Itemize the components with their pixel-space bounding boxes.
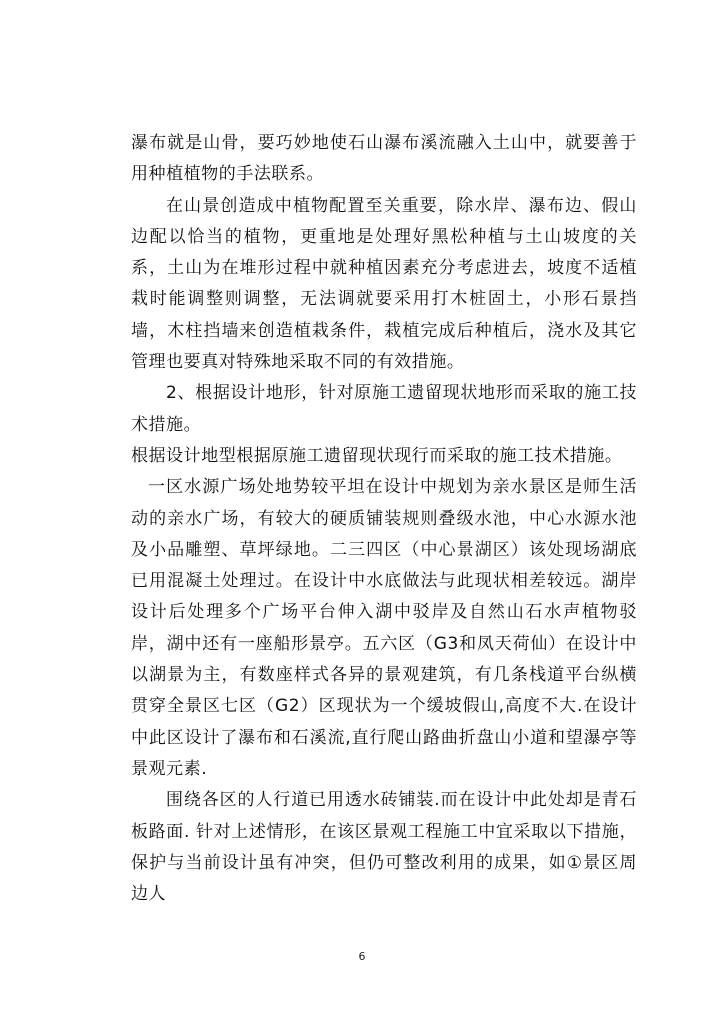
- paragraph-plant-configuration: 在山景创造成中植物配置至关重要，除水岸、瀑布边、假山边配以恰当的植物，更重地是处理好黑松种植与土山坡度的关系，土山为在堆形过程中就种植因素充分考虑进去，坡度不适植栽时能调整则调整，无法调就要采用打木桩固土，小形石景挡墙，木柱挡墙来创造植栽条件，栽植完成后种植后，浇水及其它管理也要真对特殊地采取不同的有效措施。: [131, 195, 637, 373]
- paragraph-construction-measures: 根据设计地型根据原施工遗留现状现行而采取的施工技术措施。: [131, 445, 623, 466]
- paragraph-section-heading-2: 2、根据设计地形，针对原施工遗留现状地形而采取的施工技术措施。: [131, 383, 637, 435]
- paragraph-sidewalk-paving: 围绕各区的人行道已用透水砖铺装.而在设计中此处却是青石板路面. 针对上述情形，在该区景观工程施工中宜采取以下措施，保护与当前设计虽有冲突，但仍可整改利用的成果，如①景区周边人: [131, 790, 637, 905]
- page-number: 6: [358, 950, 366, 963]
- paragraph-zone-descriptions: 一区水源广场处地势较平坦在设计中规划为亲水景区是师生活动的亲水广场，有较大的硬质铺装规则叠级水池，中心水源水池及小品雕塑、草坪绿地。二三四区（中心景湖区）该处现场湖底已用混凝土处理过。在设计中水底做法与此现状相差较远。湖岸设计后处理多个广场平台伸入湖中驳岸及自然山石水声植物驳岸，湖中还有一座船形景亭。五六区（G3和凤天荷仙）在设计中以湖景为主，有数座样式各异的景观建筑，有几条栈道平台纵横贯穿全景区七区（G2）区现状为一个缓坡假山,高度不大.在设计中此区设计了瀑布和石溪流,直行爬山路曲折盘山小道和望瀑亭等景观元素.: [131, 477, 637, 779]
- document-body: [131, 128, 637, 910]
- paragraph-waterfall-planting: 瀑布就是山骨，要巧妙地使石山瀑布溪流融入土山中，就要善于用种植植物的手法联系。: [131, 133, 637, 185]
